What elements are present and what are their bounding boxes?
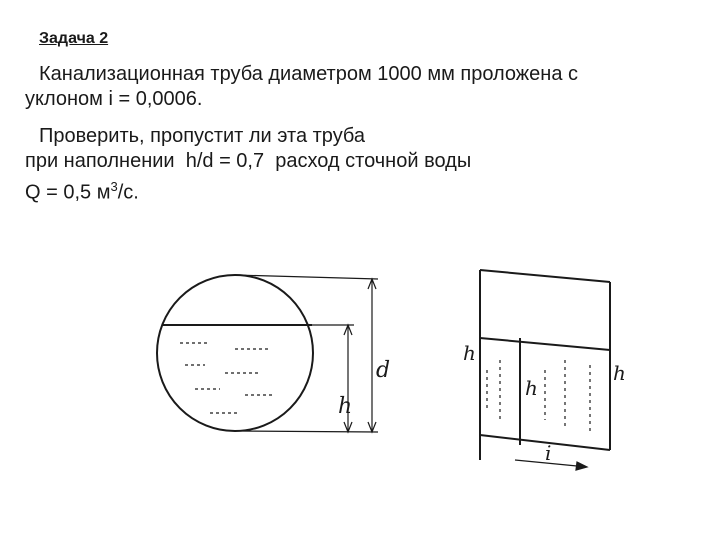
problem-line-4: при наполнении h/d = 0,7 расход сточной воды: [25, 150, 472, 172]
pipe-cross-section-figure: [150, 265, 400, 465]
water-level-line: [480, 338, 610, 350]
problem-line-2: уклоном i = 0,0006.: [25, 88, 203, 110]
pipe-longitudinal-figure: [455, 260, 635, 490]
task-heading: Задача 2: [39, 30, 109, 47]
pipe-top-line: [480, 270, 610, 282]
cubic-superscript: 3: [110, 179, 118, 194]
flow-rate-value: Q = 0,5 м: [25, 181, 111, 204]
problem-line-1: Канализационная труба диаметром 1000 мм проложена с: [39, 63, 579, 85]
water-hatching: [180, 343, 275, 413]
flow-rate-unit: /с.: [117, 181, 139, 204]
label-i: i: [545, 441, 552, 465]
label-d: d: [376, 358, 391, 383]
label-h-right: h: [613, 361, 626, 385]
extension-line-bottom: [235, 431, 378, 432]
water-hatching-right: [487, 360, 590, 435]
problem-line-3: Проверить, пропустит ли эта труба: [39, 125, 366, 147]
problem-line-5: [25, 174, 705, 206]
problem-question: [25, 124, 705, 206]
slope-arrow-head: [576, 462, 587, 470]
label-h-center: h: [525, 376, 538, 400]
label-h: h: [338, 394, 353, 419]
pipe-circle-group: [157, 275, 313, 431]
problem-statement: [25, 62, 705, 112]
label-h-left: h: [463, 341, 476, 365]
dimension-lines: [235, 275, 378, 432]
pipe-circle: [157, 275, 313, 431]
